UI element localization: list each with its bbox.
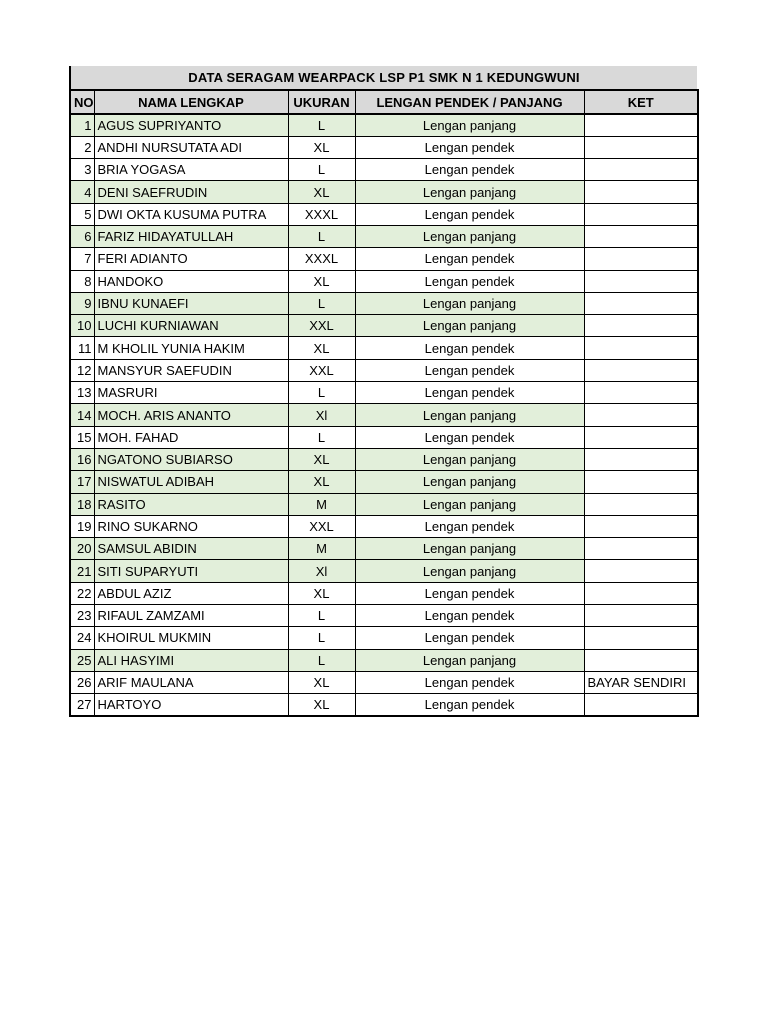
table-row xyxy=(70,359,698,381)
cell-name[interactable]: HANDOKO xyxy=(94,270,288,292)
cell-name[interactable]: M KHOLIL YUNIA HAKIM xyxy=(94,337,288,359)
cell-no[interactable]: 26 xyxy=(70,671,94,693)
cell-sleeve[interactable]: Lengan pendek xyxy=(355,382,584,404)
table-row xyxy=(70,560,698,582)
cell-ket[interactable] xyxy=(584,114,698,136)
cell-no[interactable]: 13 xyxy=(70,382,94,404)
cell-ket[interactable] xyxy=(584,605,698,627)
table-row xyxy=(70,337,698,359)
cell-ket[interactable] xyxy=(584,493,698,515)
cell-size[interactable]: XL xyxy=(288,181,355,203)
cell-size[interactable]: XL xyxy=(288,337,355,359)
cell-ket[interactable] xyxy=(584,225,698,247)
cell-size[interactable]: XXXL xyxy=(288,203,355,225)
cell-no[interactable]: 3 xyxy=(70,159,94,181)
cell-size[interactable]: L xyxy=(288,649,355,671)
table-row xyxy=(70,471,698,493)
cell-no[interactable]: 25 xyxy=(70,649,94,671)
table-row xyxy=(70,159,698,181)
cell-sleeve[interactable]: Lengan panjang xyxy=(355,493,584,515)
cell-no[interactable]: 21 xyxy=(70,560,94,582)
cell-size[interactable]: L xyxy=(288,426,355,448)
cell-size[interactable]: XL xyxy=(288,270,355,292)
table-row xyxy=(70,270,698,292)
header-no: NO xyxy=(70,90,94,114)
cell-ket[interactable] xyxy=(584,136,698,158)
table-row xyxy=(70,114,698,136)
table-row xyxy=(70,136,698,158)
cell-ket[interactable] xyxy=(584,248,698,270)
cell-ket[interactable]: BAYAR SENDIRI xyxy=(584,671,698,693)
cell-ket[interactable] xyxy=(584,359,698,381)
cell-size[interactable]: XL xyxy=(288,471,355,493)
cell-size[interactable]: XL xyxy=(288,136,355,158)
cell-no[interactable]: 19 xyxy=(70,515,94,537)
cell-name[interactable]: DENI SAEFRUDIN xyxy=(94,181,288,203)
cell-ket[interactable] xyxy=(584,694,698,716)
cell-sleeve[interactable]: Lengan pendek xyxy=(355,627,584,649)
cell-name[interactable]: IBNU KUNAEFI xyxy=(94,292,288,314)
cell-no[interactable]: 2 xyxy=(70,136,94,158)
table-body xyxy=(70,114,698,716)
cell-no[interactable]: 20 xyxy=(70,538,94,560)
table-row xyxy=(70,426,698,448)
cell-no[interactable]: 24 xyxy=(70,627,94,649)
cell-name[interactable]: AGUS SUPRIYANTO xyxy=(94,114,288,136)
cell-sleeve[interactable]: Lengan panjang xyxy=(355,471,584,493)
cell-name[interactable]: MOCH. ARIS ANANTO xyxy=(94,404,288,426)
cell-sleeve[interactable]: Lengan pendek xyxy=(355,159,584,181)
table-row xyxy=(70,203,698,225)
cell-size[interactable]: XXXL xyxy=(288,248,355,270)
cell-no[interactable]: 4 xyxy=(70,181,94,203)
cell-ket[interactable] xyxy=(584,471,698,493)
header-size: UKURAN xyxy=(288,90,355,114)
header-name: NAMA LENGKAP xyxy=(94,90,288,114)
table-row xyxy=(70,225,698,247)
cell-sleeve[interactable]: Lengan pendek xyxy=(355,248,584,270)
cell-no[interactable]: 12 xyxy=(70,359,94,381)
header-row xyxy=(70,90,698,114)
cell-sleeve[interactable]: Lengan panjang xyxy=(355,114,584,136)
table-row xyxy=(70,248,698,270)
cell-ket[interactable] xyxy=(584,181,698,203)
cell-size[interactable]: L xyxy=(288,382,355,404)
cell-no[interactable]: 27 xyxy=(70,694,94,716)
table-row xyxy=(70,582,698,604)
cell-ket[interactable] xyxy=(584,270,698,292)
cell-no[interactable]: 5 xyxy=(70,203,94,225)
cell-sleeve[interactable]: Lengan panjang xyxy=(355,181,584,203)
cell-no[interactable]: 15 xyxy=(70,426,94,448)
table-row xyxy=(70,649,698,671)
cell-size[interactable]: L xyxy=(288,114,355,136)
table-row xyxy=(70,181,698,203)
cell-ket[interactable] xyxy=(584,448,698,470)
cell-no[interactable]: 8 xyxy=(70,270,94,292)
table-row xyxy=(70,448,698,470)
cell-sleeve[interactable]: Lengan pendek xyxy=(355,337,584,359)
cell-name[interactable]: FERI ADIANTO xyxy=(94,248,288,270)
header-ket: KET xyxy=(584,90,698,114)
cell-size[interactable]: L xyxy=(288,159,355,181)
cell-sleeve[interactable]: Lengan pendek xyxy=(355,582,584,604)
cell-size[interactable]: L xyxy=(288,627,355,649)
uniform-table xyxy=(69,89,699,717)
cell-name[interactable]: MOH. FAHAD xyxy=(94,426,288,448)
cell-ket[interactable] xyxy=(584,515,698,537)
cell-name[interactable]: RIFAUL ZAMZAMI xyxy=(94,605,288,627)
cell-no[interactable]: 23 xyxy=(70,605,94,627)
cell-no[interactable]: 22 xyxy=(70,582,94,604)
spreadsheet xyxy=(69,66,697,717)
table-row xyxy=(70,315,698,337)
cell-name[interactable]: FARIZ HIDAYATULLAH xyxy=(94,225,288,247)
cell-no[interactable]: 6 xyxy=(70,225,94,247)
cell-name[interactable]: ALI HASYIMI xyxy=(94,649,288,671)
cell-name[interactable]: RINO SUKARNO xyxy=(94,515,288,537)
cell-sleeve[interactable]: Lengan panjang xyxy=(355,404,584,426)
cell-sleeve[interactable]: Lengan pendek xyxy=(355,694,584,716)
table-row xyxy=(70,404,698,426)
cell-sleeve[interactable]: Lengan pendek xyxy=(355,359,584,381)
cell-name[interactable]: ARIF MAULANA xyxy=(94,671,288,693)
cell-size[interactable]: L xyxy=(288,605,355,627)
cell-ket[interactable] xyxy=(584,203,698,225)
cell-size[interactable]: L xyxy=(288,292,355,314)
cell-name[interactable]: LUCHI KURNIAWAN xyxy=(94,315,288,337)
cell-size[interactable]: Xl xyxy=(288,404,355,426)
cell-ket[interactable] xyxy=(584,382,698,404)
cell-name[interactable]: ANDHI NURSUTATA ADI xyxy=(94,136,288,158)
cell-name[interactable]: RASITO xyxy=(94,493,288,515)
cell-ket[interactable] xyxy=(584,337,698,359)
cell-sleeve[interactable]: Lengan pendek xyxy=(355,671,584,693)
cell-sleeve[interactable]: Lengan panjang xyxy=(355,538,584,560)
table-row xyxy=(70,671,698,693)
cell-sleeve[interactable]: Lengan pendek xyxy=(355,136,584,158)
cell-name[interactable]: KHOIRUL MUKMIN xyxy=(94,627,288,649)
cell-name[interactable]: ABDUL AZIZ xyxy=(94,582,288,604)
cell-sleeve[interactable]: Lengan panjang xyxy=(355,225,584,247)
table-row xyxy=(70,515,698,537)
table-row xyxy=(70,694,698,716)
cell-no[interactable]: 17 xyxy=(70,471,94,493)
cell-ket[interactable] xyxy=(584,560,698,582)
cell-sleeve[interactable]: Lengan pendek xyxy=(355,515,584,537)
header-sleeve: LENGAN PENDEK / PANJANG xyxy=(355,90,584,114)
cell-sleeve[interactable]: Lengan panjang xyxy=(355,292,584,314)
cell-ket[interactable] xyxy=(584,627,698,649)
cell-sleeve[interactable]: Lengan pendek xyxy=(355,426,584,448)
cell-ket[interactable] xyxy=(584,315,698,337)
cell-name[interactable]: SAMSUL ABIDIN xyxy=(94,538,288,560)
cell-no[interactable]: 11 xyxy=(70,337,94,359)
cell-size[interactable]: XL xyxy=(288,671,355,693)
cell-size[interactable]: L xyxy=(288,225,355,247)
cell-name[interactable]: NGATONO SUBIARSO xyxy=(94,448,288,470)
cell-name[interactable]: SITI SUPARYUTI xyxy=(94,560,288,582)
cell-name[interactable]: NISWATUL ADIBAH xyxy=(94,471,288,493)
cell-name[interactable]: DWI OKTA KUSUMA PUTRA xyxy=(94,203,288,225)
cell-ket[interactable] xyxy=(584,538,698,560)
table-row xyxy=(70,538,698,560)
cell-no[interactable]: 18 xyxy=(70,493,94,515)
cell-no[interactable]: 16 xyxy=(70,448,94,470)
cell-size[interactable]: XL xyxy=(288,694,355,716)
table-row xyxy=(70,493,698,515)
sheet-title: DATA SERAGAM WEARPACK LSP P1 SMK N 1 KEDUNGWUNI xyxy=(69,66,697,89)
cell-sleeve[interactable]: Lengan panjang xyxy=(355,649,584,671)
table-row xyxy=(70,605,698,627)
cell-no[interactable]: 1 xyxy=(70,114,94,136)
cell-sleeve[interactable]: Lengan panjang xyxy=(355,315,584,337)
cell-size[interactable]: XL xyxy=(288,582,355,604)
cell-ket[interactable] xyxy=(584,649,698,671)
cell-no[interactable]: 10 xyxy=(70,315,94,337)
cell-size[interactable]: XL xyxy=(288,448,355,470)
cell-sleeve[interactable]: Lengan pendek xyxy=(355,270,584,292)
cell-size[interactable]: XXL xyxy=(288,515,355,537)
cell-size[interactable]: XXL xyxy=(288,315,355,337)
cell-ket[interactable] xyxy=(584,582,698,604)
cell-name[interactable]: MASRURI xyxy=(94,382,288,404)
cell-no[interactable]: 14 xyxy=(70,404,94,426)
cell-ket[interactable] xyxy=(584,159,698,181)
cell-sleeve[interactable]: Lengan pendek xyxy=(355,203,584,225)
cell-ket[interactable] xyxy=(584,426,698,448)
cell-name[interactable]: BRIA YOGASA xyxy=(94,159,288,181)
table-row xyxy=(70,627,698,649)
cell-ket[interactable] xyxy=(584,404,698,426)
cell-sleeve[interactable]: Lengan panjang xyxy=(355,448,584,470)
cell-name[interactable]: HARTOYO xyxy=(94,694,288,716)
table-row xyxy=(70,292,698,314)
cell-sleeve[interactable]: Lengan panjang xyxy=(355,560,584,582)
cell-no[interactable]: 9 xyxy=(70,292,94,314)
cell-size[interactable]: M xyxy=(288,493,355,515)
cell-sleeve[interactable]: Lengan pendek xyxy=(355,605,584,627)
cell-name[interactable]: MANSYUR SAEFUDIN xyxy=(94,359,288,381)
cell-size[interactable]: XXL xyxy=(288,359,355,381)
cell-no[interactable]: 7 xyxy=(70,248,94,270)
cell-size[interactable]: Xl xyxy=(288,560,355,582)
cell-ket[interactable] xyxy=(584,292,698,314)
cell-size[interactable]: M xyxy=(288,538,355,560)
table-row xyxy=(70,382,698,404)
